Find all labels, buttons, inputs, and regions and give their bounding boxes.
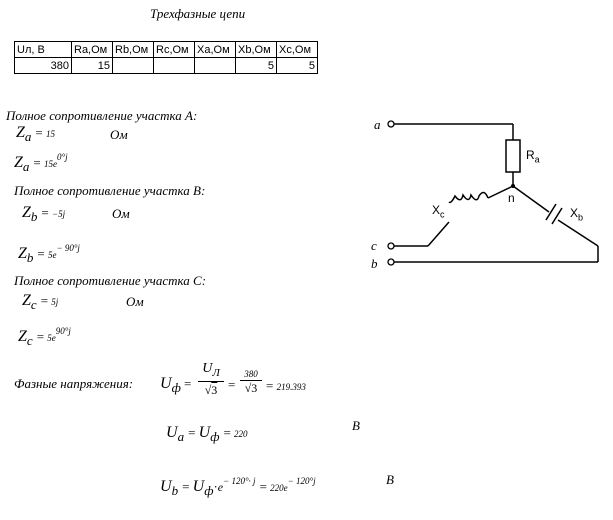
- header-xc: Xc,Ом: [277, 42, 318, 58]
- 380-over-sqrt3: 380 √3: [240, 368, 262, 396]
- xb-label: $X_b$: [570, 206, 584, 223]
- zb2-subscript: b: [26, 250, 34, 266]
- zb-exponential: $Z_b = 5e^{- 90^\circ j}$: [18, 243, 80, 266]
- zc1-subscript: c: [30, 297, 37, 313]
- za2-value: 15e: [44, 159, 57, 169]
- za1-symbol: Z: [16, 124, 25, 141]
- numerator-380: 380: [244, 369, 258, 379]
- capacitor-plate-1: [546, 204, 556, 220]
- zb1-value: −5j: [52, 209, 66, 219]
- ra-label: $R_a$: [526, 148, 540, 165]
- wire-n-xb: [513, 186, 549, 212]
- ua-formula: $U_a = U_ф = 220$: [166, 424, 248, 445]
- zc2-subscript: c: [26, 333, 33, 349]
- ub-e: e: [217, 480, 224, 494]
- zb1-subscript: b: [30, 209, 38, 225]
- zc2-exponent: 90°j: [55, 326, 71, 336]
- terminal-a: [388, 121, 394, 127]
- za1-subscript: a: [24, 129, 32, 145]
- uf-lhs: $U_ф$ =: [160, 375, 192, 396]
- sqrt3-denominator-1: 3: [211, 383, 218, 398]
- section-phase-heading: Фазные напряжения:: [14, 376, 134, 391]
- za2-symbol: Z: [14, 154, 23, 171]
- zc2-value: 5e: [47, 333, 56, 343]
- za-exponential: $Z_a = 15e^{0^\circ j}$: [14, 152, 68, 175]
- ub-formula: $U_b = U_ф\cdot e^{- 120^\circ\cdot j} = 220e^{- 120^\circ j}$: [160, 476, 316, 499]
- value-ra: 15: [72, 58, 113, 74]
- node-n-dot: [511, 184, 515, 188]
- ua-unit: В: [352, 418, 360, 433]
- za1-unit: Ом: [110, 127, 128, 142]
- node-c-label: c: [371, 238, 377, 253]
- ua-value: 220: [234, 429, 248, 439]
- ul-subscript: Л: [212, 367, 220, 380]
- terminal-b: [388, 259, 394, 265]
- ub-value-exponent: − 120°j: [287, 476, 316, 486]
- ub-symbol: U: [160, 478, 172, 495]
- ua-subscript: a: [177, 429, 185, 445]
- zb1-symbol: Z: [22, 204, 31, 221]
- inductor-xc: [449, 192, 488, 202]
- ua-symbol: U: [166, 424, 178, 441]
- za2-exponent: 0°j: [57, 152, 68, 162]
- ub-rhs-symbol: U: [192, 478, 205, 495]
- zb2-symbol: Z: [18, 245, 27, 262]
- header-xa: Xa,Ом: [195, 42, 236, 58]
- node-b-label: b: [371, 256, 378, 271]
- zb-rectangular: $Z_b = -5j$: [22, 204, 66, 225]
- wire-xc-c: [428, 222, 449, 246]
- value-xb: 5: [236, 58, 277, 74]
- section-b-heading: Полное сопротивление участка B:: [14, 183, 206, 198]
- section-c-heading: Полное сопротивление участка C:: [14, 273, 207, 288]
- value-xc: 5: [277, 58, 318, 74]
- resistor-ra: [506, 140, 520, 172]
- node-n-label: n: [508, 191, 515, 205]
- ub-rhs-subscript: ф: [204, 483, 214, 499]
- xc-label: $X_c$: [432, 203, 445, 220]
- zc1-value: 5j: [51, 297, 59, 307]
- ub-exponent: − 120°· j: [223, 476, 256, 486]
- page-title: Трехфазные цепи: [150, 6, 246, 21]
- zc-rectangular: $Z_c = 5j$: [22, 292, 59, 313]
- ua-rhs-subscript: ф: [210, 429, 220, 445]
- za2-subscript: a: [22, 159, 30, 175]
- zc1-symbol: Z: [22, 292, 31, 309]
- ua-rhs-symbol: U: [198, 424, 211, 441]
- ub-subscript: b: [171, 483, 179, 499]
- value-ul: 380: [15, 58, 72, 74]
- zb1-unit: Ом: [112, 206, 130, 221]
- ul-over-sqrt3: $U_Л$ √3: [198, 360, 224, 398]
- wire-xb-b: [558, 220, 598, 246]
- zc-exponential: $Z_c = 5e^{90^\circ j}$: [18, 326, 71, 349]
- header-ul: Uл, В: [15, 42, 72, 58]
- node-a-label: a: [374, 117, 381, 132]
- ub-unit: В: [386, 472, 394, 487]
- ub-value: 220e: [270, 483, 288, 493]
- header-xb: Xb,Ом: [236, 42, 277, 58]
- section-a-heading: Полное сопротивление участка А:: [6, 108, 198, 123]
- za-rectangular: $Z_a = 15$: [16, 124, 55, 145]
- terminal-c: [388, 243, 394, 249]
- uf-value: 219.393: [276, 382, 306, 392]
- uf-symbol: U: [160, 375, 172, 392]
- zc2-symbol: Z: [18, 328, 27, 345]
- za1-value: 15: [46, 129, 55, 139]
- uf-subscript: ф: [171, 380, 181, 396]
- zb2-exponent: − 90°j: [56, 243, 80, 253]
- sqrt3-denominator-2: 3: [251, 381, 258, 395]
- header-rc: Rc,Ом: [154, 42, 195, 58]
- zb2-value: 5e: [48, 250, 57, 260]
- header-rb: Rb,Ом: [113, 42, 154, 58]
- ul-symbol: U: [202, 361, 213, 376]
- zc1-unit: Ом: [126, 294, 144, 309]
- header-ra: Ra,Ом: [72, 42, 113, 58]
